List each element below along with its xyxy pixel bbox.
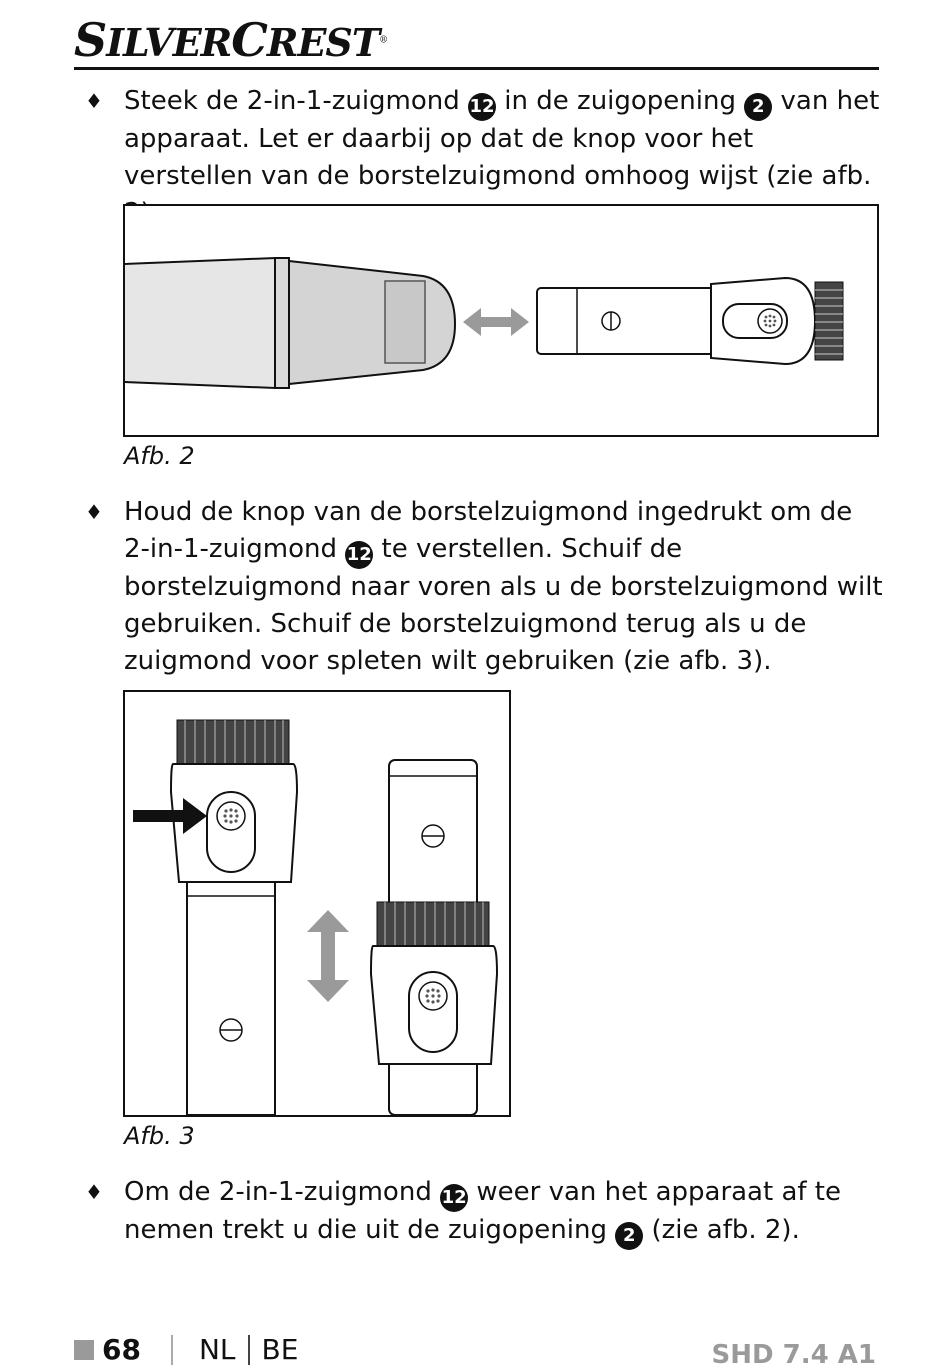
instruction-text: Houd de knop van de borstelzuigmond ingedrukt om de 2-in-1-zuigmond 12 te verstellen. Schuif de borstelzuigmond naar voren als u de borstelzuigmond wilt gebruiken. Schuif de borstelzuigmond terug als u de zuigmond voor spleten wilt gebruiken (zie afb. 3).	[124, 497, 883, 676]
brush-adjust-illustration	[125, 692, 509, 1115]
language-divider	[248, 1335, 250, 1365]
bullet-diamond: ♦	[85, 1180, 103, 1204]
footer-divider	[171, 1335, 173, 1365]
ref-badge: 2	[744, 93, 772, 121]
page-marker-square	[74, 1340, 94, 1360]
bullet-diamond: ♦	[85, 89, 103, 113]
instruction-3	[85, 1174, 885, 1250]
figure-2-caption: Afb. 2	[124, 442, 195, 470]
page-number: 68	[102, 1333, 141, 1366]
figure-2	[123, 204, 879, 437]
instruction-text: Steek de 2-in-1-zuigmond 12 in de zuigopening 2 van het apparaat. Let er daarbij op dat de knop voor het verstellen van de borstelzuigmond omhoog wijst (zie afb.	[124, 86, 880, 191]
figure-3	[123, 690, 511, 1117]
model-number: SHD 7.4 A1	[711, 1340, 876, 1370]
ref-badge: 12	[440, 1184, 468, 1212]
bullet-diamond: ♦	[85, 500, 103, 524]
header-rule	[74, 67, 879, 70]
ref-badge: 2	[615, 1222, 643, 1250]
instruction-text: Om de 2-in-1-zuigmond 12 weer van het apparaat af te nemen trekt u die uit de zuigopening 2 (zie afb. 2).	[124, 1174, 885, 1250]
figure-3-caption: Afb. 3	[124, 1122, 195, 1150]
nozzle-insertion-illustration	[125, 206, 877, 435]
instruction-2	[85, 494, 885, 680]
language-be: BE	[261, 1333, 299, 1366]
page-footer	[74, 1333, 298, 1366]
ref-badge: 12	[345, 541, 373, 569]
silvercrest-logo: SILVERCREST®	[74, 13, 388, 67]
ref-badge: 12	[468, 93, 496, 121]
language-nl: NL	[198, 1333, 236, 1366]
